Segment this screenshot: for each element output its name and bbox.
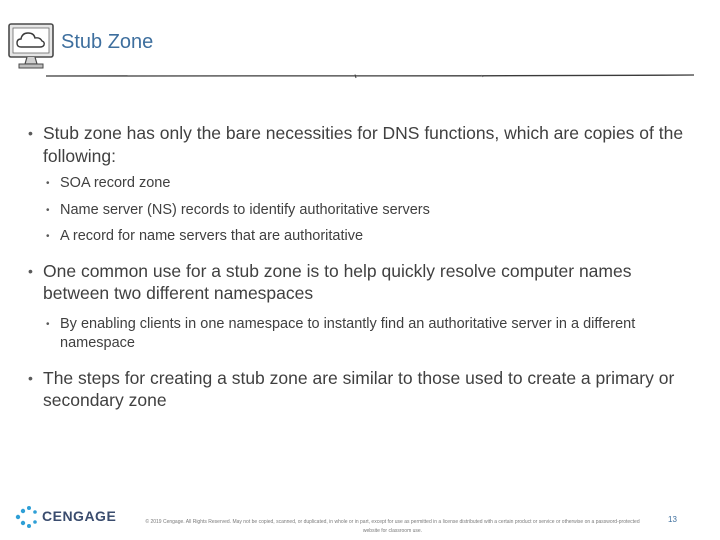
bullet-dot-icon: • bbox=[28, 125, 33, 141]
sub-bullet bbox=[28, 227, 698, 247]
bullet-text: Stub zone has only the bare necessities for DNS functions, which are copies of the following: bbox=[43, 123, 684, 166]
bullet-dot-icon: • bbox=[46, 231, 50, 242]
copyright-notice: © 2019 Cengage. All Rights Reserved. May not be copied, scanned, or duplicated, in whole or in part, except for use as permitted in a license distributed with a certain product or service or otherwise on a password-protected website for classroom use. bbox=[145, 519, 640, 534]
cloud-computer-icon bbox=[7, 20, 57, 72]
sub-bullet-text: Name server (NS) records to identify authoritative servers bbox=[60, 201, 430, 218]
bullet-dot-icon: • bbox=[28, 369, 33, 386]
cengage-logo-text: CENGAGE bbox=[42, 508, 117, 524]
bullet-dot-icon: • bbox=[28, 262, 33, 279]
sub-bullet-text: SOA record zone bbox=[60, 175, 171, 191]
bullet-dot-icon: • bbox=[46, 204, 50, 216]
bullet bbox=[28, 122, 698, 167]
sub-bullet-text: A record for name servers that are authoritative bbox=[60, 228, 364, 244]
slide-content bbox=[28, 122, 698, 412]
sub-bullet bbox=[28, 174, 698, 194]
slide-title: Stub Zone bbox=[61, 31, 154, 53]
title-divider bbox=[0, 66, 720, 86]
page-number: 13 bbox=[668, 515, 677, 524]
sub-bullet bbox=[28, 315, 668, 354]
bullet-text: One common use for a stub zone is to help quickly resolve computer names between two different namespaces bbox=[43, 260, 632, 303]
bullet bbox=[28, 260, 698, 305]
bullet-dot-icon: • bbox=[46, 318, 50, 330]
sub-bullet bbox=[28, 201, 698, 221]
bullet-text: The steps for creating a stub zone are similar to those used to create a primary or secondary zone bbox=[43, 367, 675, 410]
sub-bullet-text: By enabling clients in one namespace to instantly find an authoritative server in a different namespace bbox=[60, 315, 636, 351]
bullet-dot-icon: • bbox=[46, 178, 50, 189]
bullet bbox=[28, 367, 688, 412]
